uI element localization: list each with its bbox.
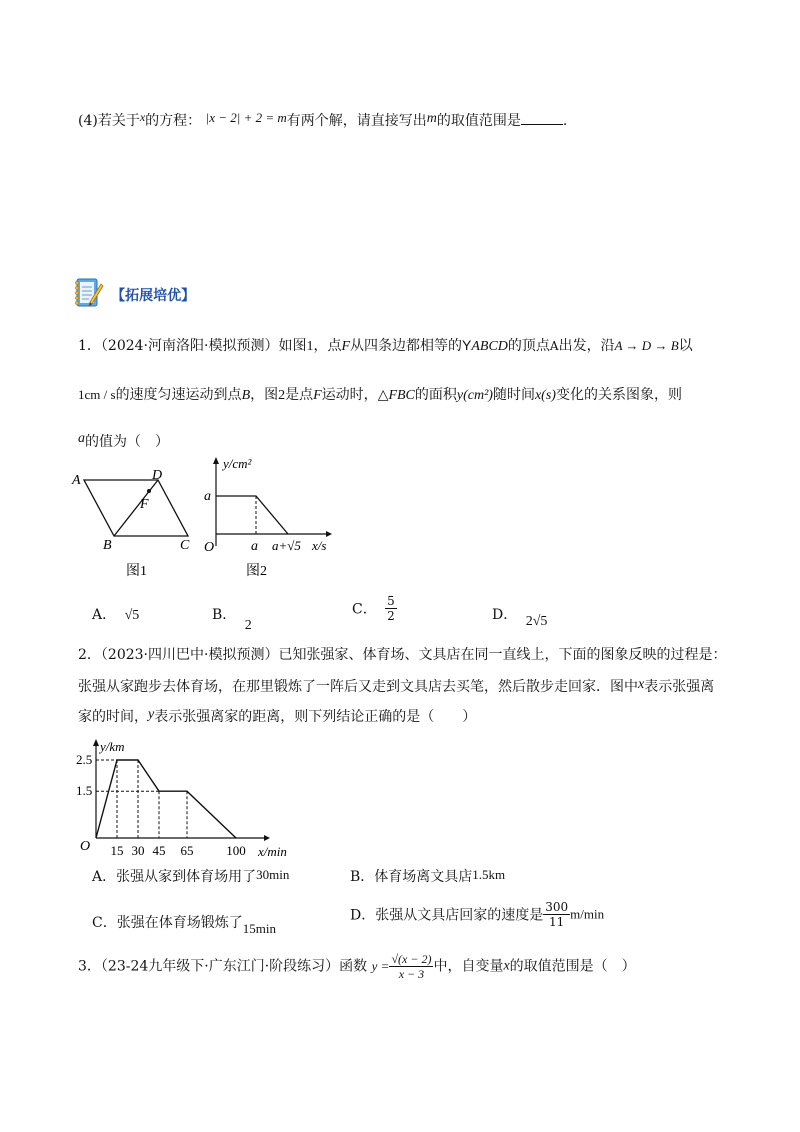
path-adb: A → D → B [614,338,679,353]
q4-tail: 的取值范围是 [436,113,521,129]
figure-2-caption: 图2 [246,564,267,579]
section-title: 【拓展培优】 [111,288,196,304]
point-a: A [549,339,559,353]
y-axis-label: y/km [100,739,125,754]
x-axis-label: x/min [258,844,287,859]
p1-text-e: 出发，沿 [558,338,615,354]
problem-number: 1． [78,338,101,354]
fig1-ref: 1 [306,339,314,354]
point-f-dot [147,489,151,493]
p2-text-3b: 表示张强离家的距离，则下列结论正确的是（ ） [154,709,477,725]
option-text: 张强从家到体育场用了 [116,869,257,885]
p1-text-h: ，图 [250,387,279,403]
option-value: 15min [242,921,276,936]
fraction-300-11 [543,900,570,929]
q4-prefix: (4)若关于 [78,113,140,129]
origin-label: O [204,540,215,555]
figure-1-caption: 图1 [126,564,147,579]
point-f-2: F [313,388,322,403]
x-tick-a-plus-sqrt5: a+√5 [272,538,301,553]
p1-text-c: 从四条边都相等的 [350,338,463,354]
p2-option-a[interactable] [92,866,289,886]
y-tick-label: 1.5 [76,783,93,799]
option-unit: m/min [570,906,605,922]
point-b: B [241,388,251,403]
x-axis-arrow [264,835,270,841]
x-tick-label: 100 [226,843,246,858]
x-axis-arrow [326,531,332,537]
distance-time-graph [74,732,294,862]
var-x: x [139,110,146,124]
figure-1 [70,462,200,582]
p3-text-a: （23-24九年级下·广东江门·阶段练习）函数 [100,958,368,975]
q4-end: . [562,113,568,129]
fraction-5-2 [385,594,397,623]
origin-label: O [80,839,91,854]
p1-text-g: 的速度匀速运动到点 [115,387,242,403]
y-axis-arrow [213,457,219,464]
p2-line3 [78,706,476,726]
option-letter: A． [92,869,117,885]
q4-mid: 的方程： [145,113,202,129]
p1-text-a: （2024·河南洛阳·模拟预测）如图 [100,338,307,354]
p1-text-f: 以 [678,338,693,354]
p1-line1 [78,336,693,356]
x-axis-label: x/s [312,538,327,553]
var-x: x [638,677,645,692]
p2-text-2b: 表示张强离 [644,679,715,695]
area-curve [216,496,288,534]
label-a: A [72,473,81,488]
p3-text-c: 的取值范围是（ ） [509,958,636,975]
x-tick-label: 65 [180,843,194,858]
option-value: √5 [124,608,140,623]
option-value: 2 [244,618,252,633]
triangle-fbc: △FBC [377,388,415,403]
p2-option-b[interactable] [350,866,505,886]
option-value: 1.5km [472,867,506,882]
y-tick-label: 2.5 [76,752,93,767]
option-text: 体育场离文具店 [374,869,473,885]
label-b: B [103,538,112,553]
p1-line2 [78,386,682,405]
point-f: F [341,339,351,354]
abcd: ABCD [471,339,508,354]
figure-2 [196,452,346,584]
p1-line3 [78,430,169,451]
q4-line [78,108,567,130]
p1-text-b: ，点 [313,338,342,354]
var-x: x [503,958,510,974]
var-y: y [148,707,155,722]
p3-text-b: 中，自变量 [433,958,504,975]
option-text: 张强在体育场锻炼了 [116,915,243,931]
y-axis-arrow [93,739,99,746]
p1-option-a[interactable] [92,604,139,624]
label-f: F [140,497,149,512]
answer-blank [521,112,563,125]
option-letter: D． [350,907,376,924]
speed: 1cm / s [78,387,116,402]
option-letter: B． [350,869,375,885]
frac-den: x − 3 [398,967,425,981]
y-axis-label: y/cm² [223,456,252,471]
q4-after: 有两个解，请直接写出 [286,113,427,129]
p3-line [78,952,636,981]
p3-y-eq: y = [371,958,390,974]
option-letter: B． [212,607,237,623]
p2-text-1: （2023·四川巴中·模拟预测）已知张强家、体育场、文具店在同一直线上，下面的图象反映的过程是： [100,647,727,663]
option-letter: A． [92,607,117,623]
option-letter: D． [492,607,518,623]
var-a: a [78,431,85,446]
option-letter: C． [352,601,377,618]
p1-text-k: 的面积 [414,387,457,403]
x-tick-label: 15 [110,843,124,858]
p2-text-2: 张强从家跑步去体育场，在那里锻炼了一阵后又走到文具店去买笔，然后散步走回家．图中 [78,679,638,695]
notebook-pencil-icon [74,276,104,314]
p1-option-b[interactable] [212,604,252,633]
p3-fraction [389,952,433,981]
p2-option-c[interactable] [92,912,276,936]
p1-text-m: 变化的关系图象，则 [555,387,682,403]
label-d: D [152,468,163,483]
frac-num: √(x − 2) [391,952,432,966]
p1-option-d[interactable] [492,604,548,629]
p1-text-j: 运动时， [321,387,378,403]
frac-den: 11 [549,915,565,929]
q4-equation: |x − 2| + 2 = m [205,110,287,125]
problem-number: 2． [78,647,101,663]
option-text: 张强从文具店回家的速度是 [375,907,544,924]
p1-option-c[interactable] [352,594,397,623]
p1-text-i: 是点 [285,387,314,403]
p2-line2 [78,676,714,696]
option-letter: C． [92,915,117,931]
label-c: C [180,538,190,553]
x-tick-label: 45 [152,843,166,858]
section-header [74,276,195,314]
p1-text-d: 的顶点 [507,338,550,354]
parallelogram-symbol: Y [462,337,472,353]
p1-text-l: 随时间 [492,387,535,403]
p2-line1 [78,646,726,664]
p2-option-d[interactable] [350,900,604,929]
x-tick-label: 30 [131,843,145,858]
fig2-ref: 2 [278,388,286,403]
x-tick-a: a [251,539,258,554]
option-value: 2√5 [525,614,548,629]
x-unit: x(s) [534,388,556,403]
frac-den: 2 [387,609,395,623]
y-unit: y(cm²) [456,388,493,403]
var-m: m [426,111,437,126]
frac-num: 5 [387,594,395,608]
problem-number: 3． [78,958,101,975]
y-tick-a: a [204,489,211,504]
diagonal-db [114,480,158,536]
p1-text-n: 的值为（ ） [85,434,169,450]
p2-text-3a: 家的时间， [78,709,148,725]
frac-num: 300 [545,900,569,914]
option-value: 30min [256,867,290,882]
